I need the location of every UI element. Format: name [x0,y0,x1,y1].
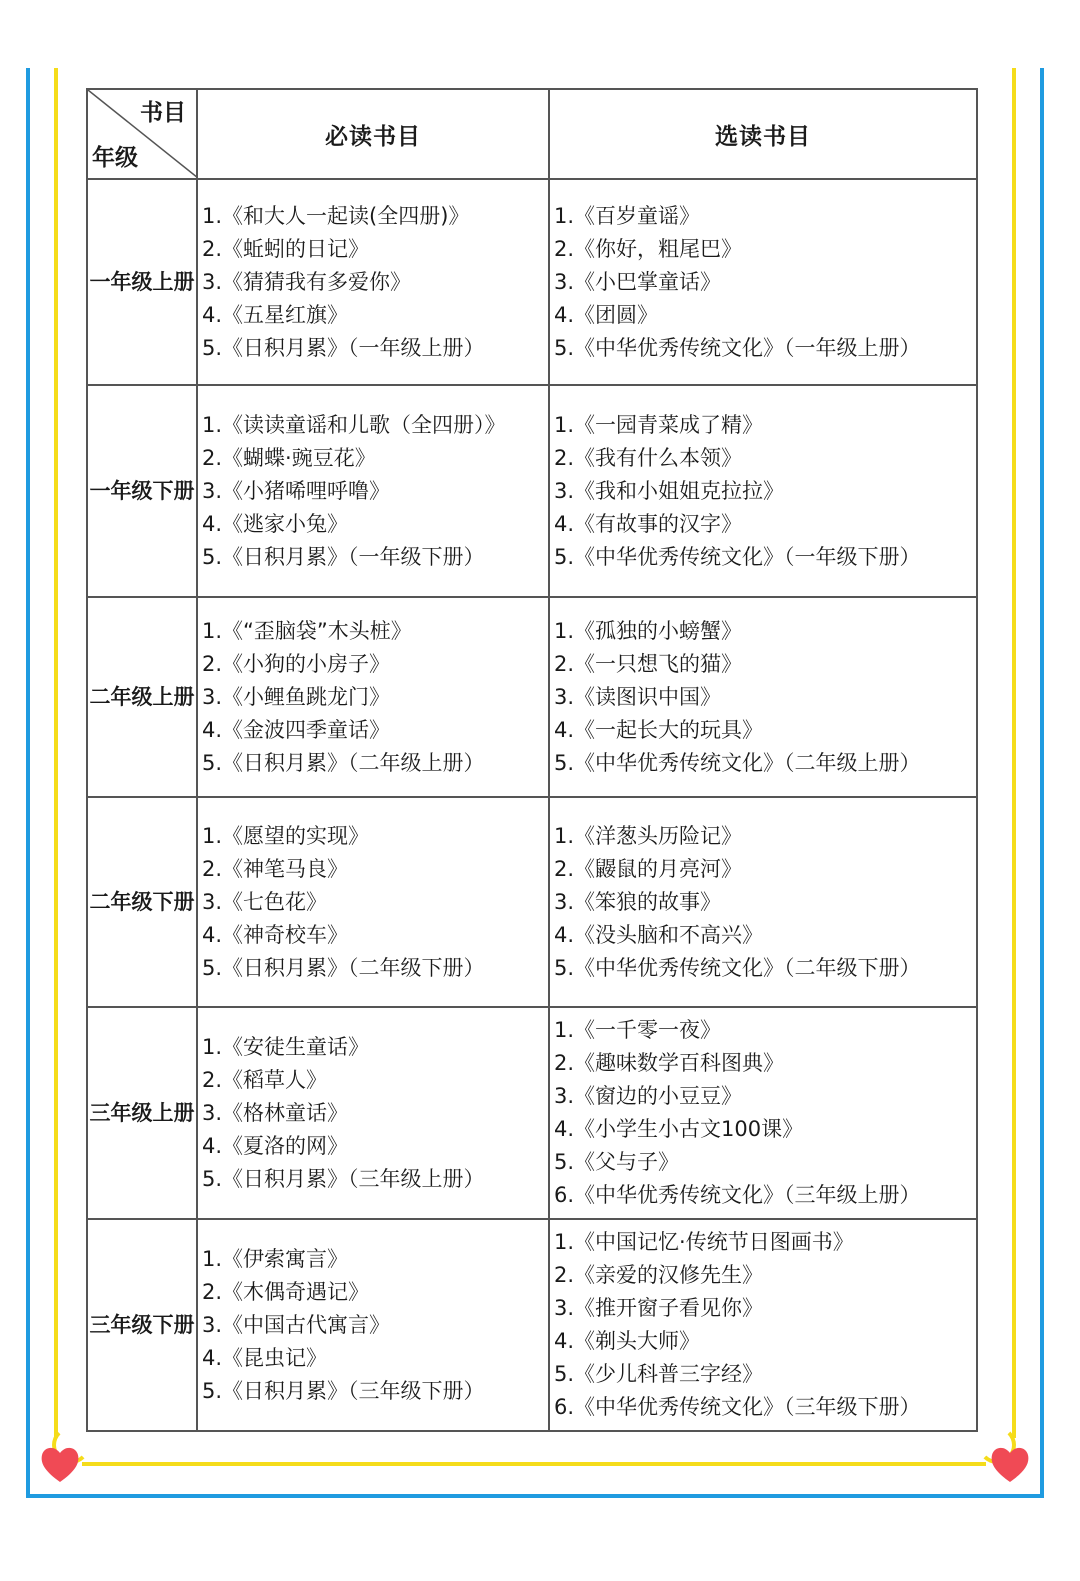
table-row [87,797,977,1007]
list-item: 2.《亲爱的汉修先生》 [554,1263,764,1287]
list-item: 2.《小狗的小房子》 [202,651,391,676]
corner-label-books: 书目 [140,100,186,126]
list-item: 3.《笨狼的故事》 [554,889,722,914]
list-item: 1.《和大人一起读(全四册)》 [202,203,470,228]
list-item: 5.《日积月累》（三年级上册） [202,1166,485,1191]
list-item: 6.《中华优秀传统文化》（三年级下册） [554,1395,921,1419]
frame-yellow-bottom [82,1462,986,1466]
list-item: 3.《读图识中国》 [554,684,722,709]
list-item: 4.《小学生小古文100课》 [554,1117,804,1141]
list-item: 6.《中华优秀传统文化》（三年级上册） [554,1183,921,1207]
heart-icon-right [988,1442,1032,1486]
required-list-cell [197,1007,549,1219]
table-row [87,1219,977,1431]
list-item: 1.《愿望的实现》 [202,823,370,848]
frame-blue-bottom [26,1494,1044,1498]
frame-yellow-left [54,68,58,1438]
list-item: 4.《有故事的汉字》 [554,511,743,536]
reading-list-table [86,88,978,1432]
table-row [87,385,977,597]
list-item: 4.《没头脑和不高兴》 [554,922,764,947]
frame-yellow-right [1012,68,1016,1438]
optional-list-cell [549,179,977,385]
required-list-cell [197,385,549,597]
optional-list-cell [549,1219,977,1431]
list-item: 5.《少儿科普三字经》 [554,1362,764,1386]
list-item: 2.《稻草人》 [202,1067,328,1092]
list-item: 1.《百岁童谣》 [554,203,701,228]
list-item: 5.《父与子》 [554,1150,680,1174]
list-item: 5.《日积月累》（三年级下册） [202,1378,485,1403]
list-item: 3.《小巴掌童话》 [554,269,722,294]
list-item: 1.《一千零一夜》 [554,1018,722,1042]
table-header-row [87,89,977,179]
list-item: 2.《趣味数学百科图典》 [554,1051,785,1075]
list-item: 1.《读读童谣和儿歌（全四册）》 [202,412,506,437]
grade-label: 三年级下册 [87,1219,197,1431]
optional-books-header: 选读书目 [549,89,977,179]
list-item: 4.《神奇校车》 [202,922,349,947]
list-item: 5.《日积月累》（二年级上册） [202,750,485,775]
heart-icon-left [38,1442,82,1486]
list-item: 3.《我和小姐姐克拉拉》 [554,478,785,503]
table-row [87,597,977,797]
list-item: 2.《神笔马良》 [202,856,349,881]
list-item: 3.《小猪唏哩呼噜》 [202,478,391,503]
required-list-cell [197,597,549,797]
table-row [87,179,977,385]
grade-label: 一年级下册 [87,385,197,597]
list-item: 2.《鼹鼠的月亮河》 [554,856,743,881]
required-list-cell [197,797,549,1007]
list-item: 5.《日积月累》（一年级下册） [202,544,485,569]
list-item: 1.《安徒生童话》 [202,1034,370,1059]
list-item: 4.《夏洛的网》 [202,1133,349,1158]
list-item: 1.《伊索寓言》 [202,1246,349,1271]
list-item: 5.《中华优秀传统文化》（二年级下册） [554,955,921,980]
list-item: 2.《一只想飞的猫》 [554,651,743,676]
list-item: 4.《五星红旗》 [202,302,349,327]
frame-blue-left [26,68,30,1498]
grade-label: 二年级下册 [87,797,197,1007]
list-item: 5.《中华优秀传统文化》（一年级上册） [554,335,921,360]
required-list-cell [197,179,549,385]
list-item: 5.《日积月累》（一年级上册） [202,335,485,360]
list-item: 5.《中华优秀传统文化》（二年级上册） [554,750,921,775]
list-item: 3.《格林童话》 [202,1100,349,1125]
list-item: 1.《一园青菜成了精》 [554,412,764,437]
corner-label-grade: 年级 [92,145,138,171]
list-item: 3.《窗边的小豆豆》 [554,1084,743,1108]
required-list-cell [197,1219,549,1431]
list-item: 3.《中国古代寓言》 [202,1312,391,1337]
list-item: 3.《小鲤鱼跳龙门》 [202,684,391,709]
table-row [87,1007,977,1219]
required-books-header: 必读书目 [197,89,549,179]
optional-list-cell [549,1007,977,1219]
list-item: 2.《木偶奇遇记》 [202,1279,370,1304]
list-item: 4.《金波四季童话》 [202,717,391,742]
list-item: 1.《孤独的小螃蟹》 [554,618,743,643]
grade-label: 二年级上册 [87,597,197,797]
list-item: 5.《日积月累》（二年级下册） [202,955,485,980]
list-item: 2.《蚯蚓的日记》 [202,236,370,261]
list-item: 5.《中华优秀传统文化》（一年级下册） [554,544,921,569]
list-item: 2.《我有什么本领》 [554,445,743,470]
list-item: 3.《推开窗子看见你》 [554,1296,764,1320]
list-item: 4.《逃家小兔》 [202,511,349,536]
list-item: 4.《剃头大师》 [554,1329,701,1353]
corner-header-cell [87,89,197,179]
list-item: 3.《七色花》 [202,889,328,914]
list-item: 4.《团圆》 [554,302,659,327]
list-item: 3.《猜猜我有多爱你》 [202,269,412,294]
optional-list-cell [549,385,977,597]
list-item: 1.《中国记忆·传统节日图画书》 [554,1230,854,1254]
optional-list-cell [549,797,977,1007]
list-item: 2.《你好，粗尾巴》 [554,236,743,261]
list-item: 4.《一起长大的玩具》 [554,717,764,742]
list-item: 1.《“歪脑袋”木头桩》 [202,618,412,643]
grade-label: 一年级上册 [87,179,197,385]
list-item: 4.《昆虫记》 [202,1345,328,1370]
optional-list-cell [549,597,977,797]
list-item: 1.《洋葱头历险记》 [554,823,743,848]
frame-blue-right [1040,68,1044,1498]
list-item: 2.《蝴蝶·豌豆花》 [202,445,376,470]
grade-label: 三年级上册 [87,1007,197,1219]
